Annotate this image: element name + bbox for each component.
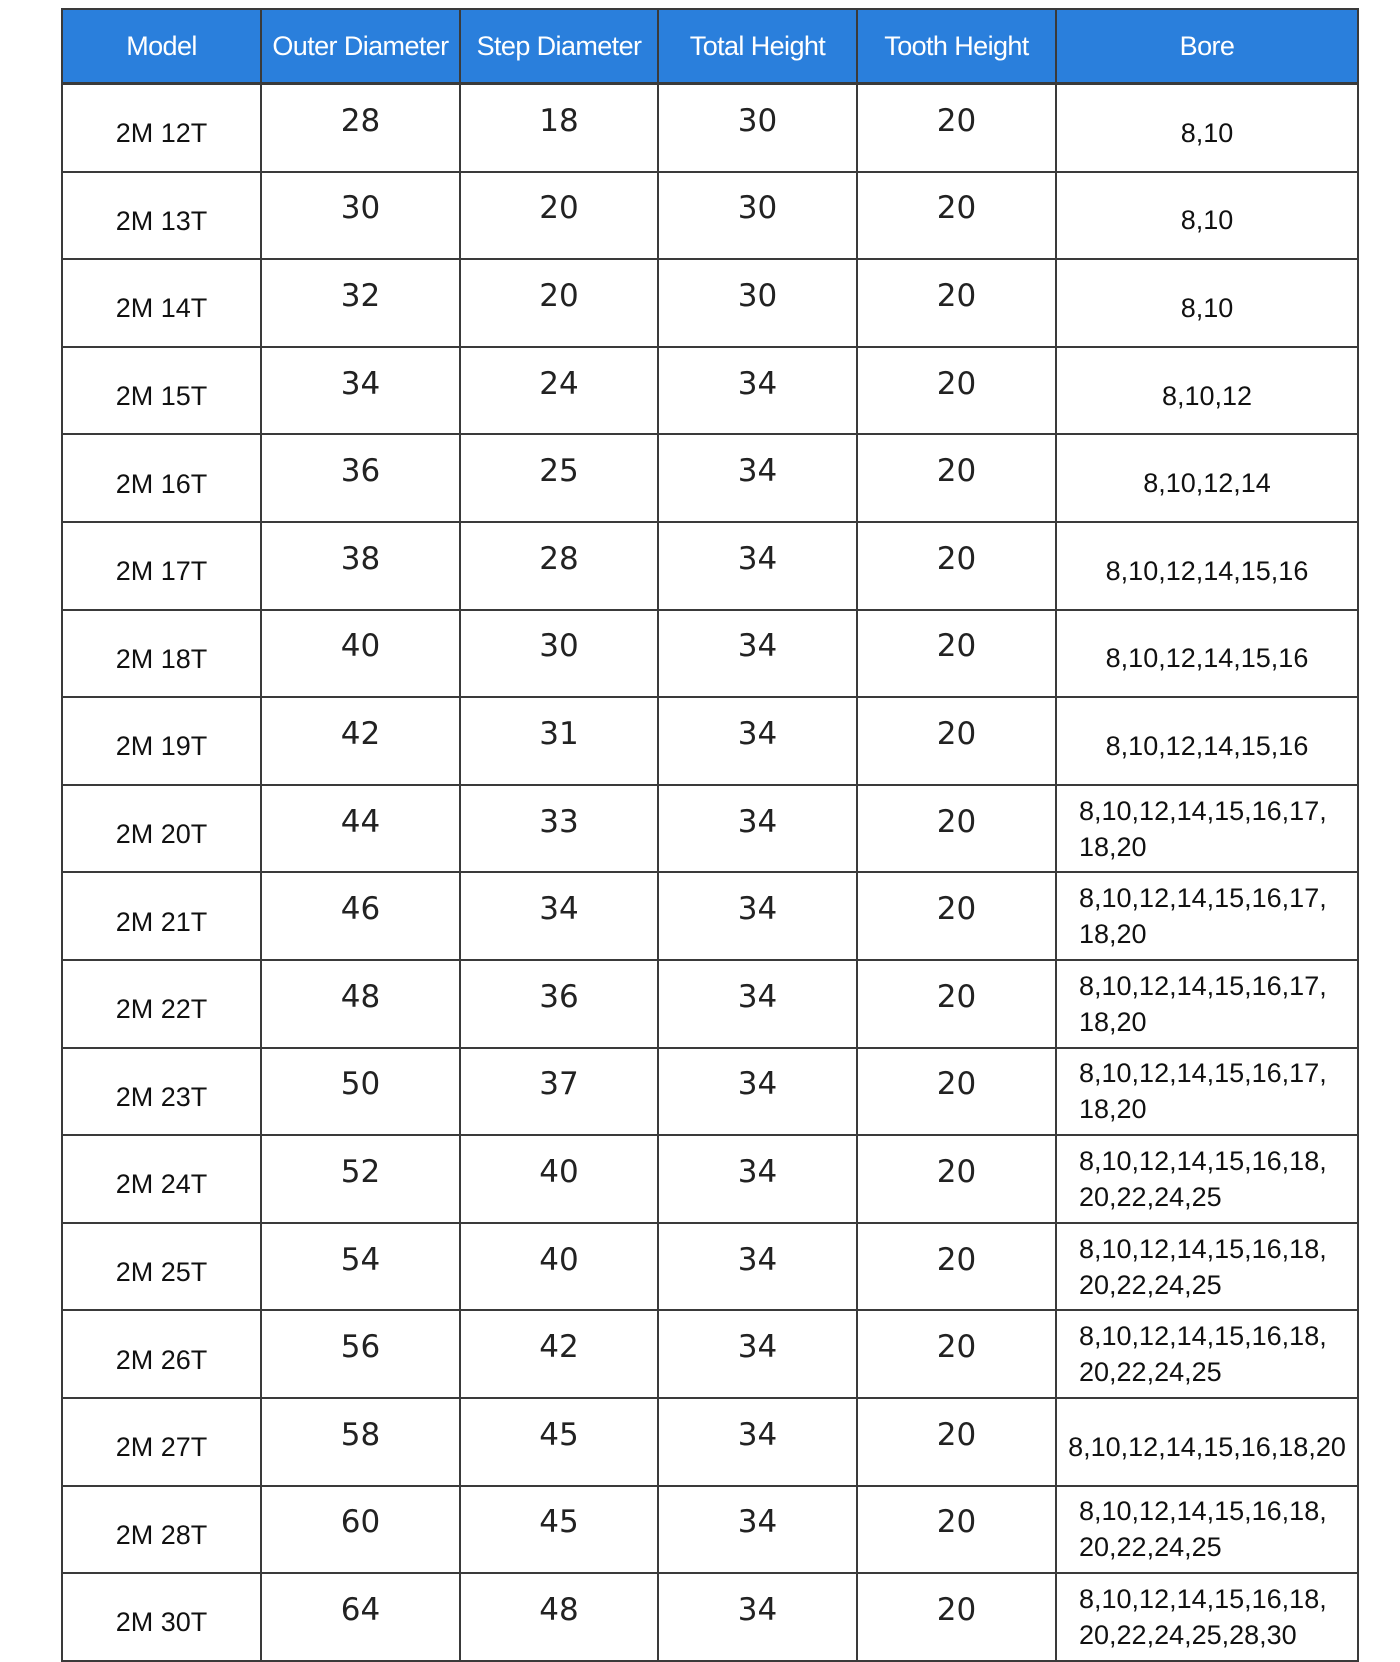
- total-height-cell: 34: [658, 1135, 857, 1223]
- bore-line: 20,22,24,25: [1079, 1181, 1222, 1212]
- tooth-height-cell: 20: [857, 172, 1056, 260]
- model-cell: 2M 23T: [62, 1048, 261, 1136]
- table-row: [62, 1223, 1358, 1311]
- bore-cell: [1056, 522, 1358, 610]
- outer-diameter-cell: 28: [261, 84, 460, 172]
- table-header: [62, 9, 1358, 84]
- total-height-cell: 34: [658, 1486, 857, 1574]
- outer-diameter-cell: 44: [261, 785, 460, 873]
- outer-diameter-cell: 36: [261, 434, 460, 522]
- table-row: [62, 1310, 1358, 1398]
- bore-cell: [1056, 1486, 1358, 1574]
- step-diameter-cell: 40: [460, 1135, 658, 1223]
- bore-cell: [1056, 872, 1358, 960]
- outer-diameter-cell: 54: [261, 1223, 460, 1311]
- model-cell: 2M 21T: [62, 872, 261, 960]
- step-diameter-cell: 45: [460, 1486, 658, 1574]
- bore-line: 8,10,12,14,15,16: [1105, 555, 1309, 586]
- bore-line: 8,10,12,14: [1143, 468, 1271, 499]
- bore-line: 8,10,12,14,15,16: [1105, 643, 1309, 674]
- table-row: [62, 259, 1358, 347]
- model-cell: 2M 16T: [62, 434, 261, 522]
- outer-diameter-cell: 30: [261, 172, 460, 260]
- bore-cell: [1056, 1223, 1358, 1311]
- bore-line: 20,22,24,25: [1079, 1357, 1222, 1388]
- outer-diameter-cell: 42: [261, 697, 460, 785]
- table-row: [62, 610, 1358, 698]
- tooth-height-cell: 20: [857, 1310, 1056, 1398]
- bore-cell: [1056, 1310, 1358, 1398]
- bore-cell: [1056, 960, 1358, 1048]
- bore-cell: [1056, 259, 1358, 347]
- table-row: [62, 172, 1358, 260]
- total-height-cell: 34: [658, 347, 857, 435]
- table-row: [62, 872, 1358, 960]
- bore-cell: [1056, 434, 1358, 522]
- table-row: [62, 84, 1358, 172]
- tooth-height-cell: 20: [857, 785, 1056, 873]
- pulley-spec-table: [61, 8, 1359, 1662]
- spec-table-container: [61, 8, 1357, 1662]
- model-cell: 2M 12T: [62, 84, 261, 172]
- bore-cell: [1056, 610, 1358, 698]
- bore-line: 8,10: [1180, 117, 1234, 148]
- model-cell: 2M 26T: [62, 1310, 261, 1398]
- bore-cell: [1056, 172, 1358, 260]
- bore-cell: [1056, 1398, 1358, 1486]
- tooth-height-cell: 20: [857, 84, 1056, 172]
- bore-line: 8,10: [1180, 205, 1234, 236]
- table-row: [62, 1135, 1358, 1223]
- model-cell: 2M 27T: [62, 1398, 261, 1486]
- column-header-model: Model: [62, 9, 261, 84]
- bore-cell: [1056, 84, 1358, 172]
- step-diameter-cell: 45: [460, 1398, 658, 1486]
- step-diameter-cell: 25: [460, 434, 658, 522]
- model-cell: 2M 22T: [62, 960, 261, 1048]
- total-height-cell: 34: [658, 872, 857, 960]
- outer-diameter-cell: 38: [261, 522, 460, 610]
- bore-line: 8,10,12,14,15,16,18,: [1079, 1321, 1327, 1352]
- total-height-cell: 30: [658, 259, 857, 347]
- step-diameter-cell: 40: [460, 1223, 658, 1311]
- total-height-cell: 34: [658, 697, 857, 785]
- table-body: [62, 84, 1358, 1661]
- step-diameter-cell: 28: [460, 522, 658, 610]
- bore-line: 8,10,12,14,15,16,18,: [1079, 1233, 1327, 1264]
- total-height-cell: 34: [658, 610, 857, 698]
- table-row: [62, 960, 1358, 1048]
- bore-line: 8,10,12,14,15,16,18,: [1079, 1583, 1327, 1614]
- table-row: [62, 1398, 1358, 1486]
- step-diameter-cell: 37: [460, 1048, 658, 1136]
- model-cell: 2M 20T: [62, 785, 261, 873]
- total-height-cell: 30: [658, 84, 857, 172]
- step-diameter-cell: 48: [460, 1573, 658, 1661]
- column-header-outer-diameter: Outer Diameter: [261, 9, 460, 84]
- total-height-cell: 34: [658, 1398, 857, 1486]
- model-cell: 2M 25T: [62, 1223, 261, 1311]
- table-row: [62, 1573, 1358, 1661]
- bore-line: 20,22,24,25,28,30: [1079, 1619, 1297, 1650]
- total-height-cell: 34: [658, 960, 857, 1048]
- step-diameter-cell: 30: [460, 610, 658, 698]
- column-header-step-diameter: Step Diameter: [460, 9, 658, 84]
- bore-line: 18,20: [1079, 919, 1147, 950]
- outer-diameter-cell: 58: [261, 1398, 460, 1486]
- bore-cell: [1056, 697, 1358, 785]
- outer-diameter-cell: 48: [261, 960, 460, 1048]
- outer-diameter-cell: 64: [261, 1573, 460, 1661]
- tooth-height-cell: 20: [857, 1048, 1056, 1136]
- outer-diameter-cell: 32: [261, 259, 460, 347]
- outer-diameter-cell: 50: [261, 1048, 460, 1136]
- step-diameter-cell: 18: [460, 84, 658, 172]
- outer-diameter-cell: 34: [261, 347, 460, 435]
- tooth-height-cell: 20: [857, 522, 1056, 610]
- table-row: [62, 347, 1358, 435]
- bore-line: 8,10,12: [1161, 380, 1253, 411]
- bore-cell: [1056, 785, 1358, 873]
- step-diameter-cell: 42: [460, 1310, 658, 1398]
- outer-diameter-cell: 52: [261, 1135, 460, 1223]
- bore-cell: [1056, 1573, 1358, 1661]
- table-row: [62, 697, 1358, 785]
- bore-line: 8,10,12,14,15,16,18,: [1079, 1145, 1327, 1176]
- table-row: [62, 1048, 1358, 1136]
- column-header-bore: Bore: [1056, 9, 1358, 84]
- total-height-cell: 34: [658, 785, 857, 873]
- bore-line: 8,10,12,14,15,16,18,: [1079, 1496, 1327, 1527]
- bore-line: 18,20: [1079, 1006, 1147, 1037]
- table-row: [62, 1486, 1358, 1574]
- bore-line: 20,22,24,25: [1079, 1532, 1222, 1563]
- total-height-cell: 34: [658, 1573, 857, 1661]
- bore-line: 8,10,12,14,15,16,17,: [1079, 1058, 1327, 1089]
- step-diameter-cell: 36: [460, 960, 658, 1048]
- column-header-tooth-height: Tooth Height: [857, 9, 1056, 84]
- tooth-height-cell: 20: [857, 872, 1056, 960]
- tooth-height-cell: 20: [857, 347, 1056, 435]
- tooth-height-cell: 20: [857, 1135, 1056, 1223]
- bore-cell: [1056, 1135, 1358, 1223]
- column-header-total-height: Total Height: [658, 9, 857, 84]
- step-diameter-cell: 31: [460, 697, 658, 785]
- bore-line: 8,10,12,14,15,16: [1105, 730, 1309, 761]
- total-height-cell: 34: [658, 1048, 857, 1136]
- bore-line: 8,10: [1180, 292, 1234, 323]
- model-cell: 2M 17T: [62, 522, 261, 610]
- total-height-cell: 34: [658, 434, 857, 522]
- tooth-height-cell: 20: [857, 1486, 1056, 1574]
- step-diameter-cell: 34: [460, 872, 658, 960]
- tooth-height-cell: 20: [857, 1398, 1056, 1486]
- table-row: [62, 434, 1358, 522]
- total-height-cell: 34: [658, 1310, 857, 1398]
- table-row: [62, 522, 1358, 610]
- tooth-height-cell: 20: [857, 1573, 1056, 1661]
- bore-line: 20,22,24,25: [1079, 1269, 1222, 1300]
- tooth-height-cell: 20: [857, 259, 1056, 347]
- table-row: [62, 785, 1358, 873]
- bore-cell: [1056, 1048, 1358, 1136]
- tooth-height-cell: 20: [857, 610, 1056, 698]
- outer-diameter-cell: 40: [261, 610, 460, 698]
- model-cell: 2M 24T: [62, 1135, 261, 1223]
- total-height-cell: 34: [658, 522, 857, 610]
- tooth-height-cell: 20: [857, 434, 1056, 522]
- model-cell: 2M 15T: [62, 347, 261, 435]
- step-diameter-cell: 24: [460, 347, 658, 435]
- bore-cell: [1056, 347, 1358, 435]
- model-cell: 2M 13T: [62, 172, 261, 260]
- model-cell: 2M 18T: [62, 610, 261, 698]
- tooth-height-cell: 20: [857, 960, 1056, 1048]
- outer-diameter-cell: 56: [261, 1310, 460, 1398]
- tooth-height-cell: 20: [857, 1223, 1056, 1311]
- step-diameter-cell: 33: [460, 785, 658, 873]
- bore-line: 8,10,12,14,15,16,18,20: [1068, 1431, 1346, 1462]
- step-diameter-cell: 20: [460, 172, 658, 260]
- bore-line: 8,10,12,14,15,16,17,: [1079, 883, 1327, 914]
- tooth-height-cell: 20: [857, 697, 1056, 785]
- model-cell: 2M 28T: [62, 1486, 261, 1574]
- outer-diameter-cell: 46: [261, 872, 460, 960]
- model-cell: 2M 14T: [62, 259, 261, 347]
- bore-line: 18,20: [1079, 831, 1147, 862]
- model-cell: 2M 19T: [62, 697, 261, 785]
- outer-diameter-cell: 60: [261, 1486, 460, 1574]
- bore-line: 8,10,12,14,15,16,17,: [1079, 795, 1327, 826]
- header-row: [62, 9, 1358, 84]
- step-diameter-cell: 20: [460, 259, 658, 347]
- bore-line: 18,20: [1079, 1094, 1147, 1125]
- total-height-cell: 34: [658, 1223, 857, 1311]
- total-height-cell: 30: [658, 172, 857, 260]
- model-cell: 2M 30T: [62, 1573, 261, 1661]
- bore-line: 8,10,12,14,15,16,17,: [1079, 970, 1327, 1001]
